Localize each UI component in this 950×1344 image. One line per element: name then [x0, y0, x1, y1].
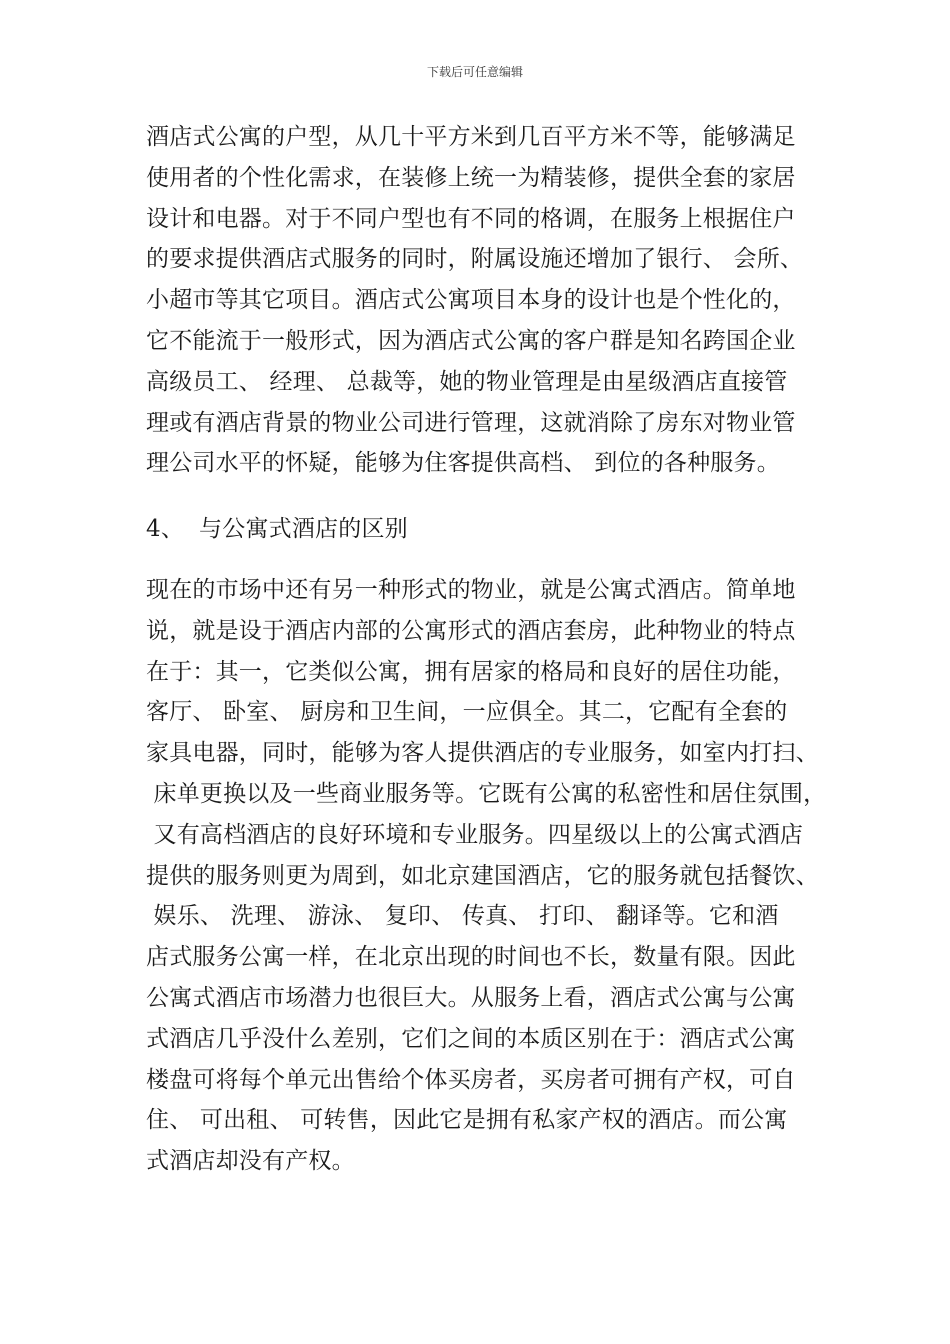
page-header: 下载后可任意编辑 — [426, 65, 523, 79]
text-line: 提供的服务则更为周到，如北京建国酒店，它的服务就包括餐饮、 — [146, 862, 819, 889]
text-line: 现在的市场中还有另一种形式的物业，就是公寓式酒店。简单地 — [146, 577, 796, 603]
text-line: 住、 可出租、 可转售，因此它是拥有私家产权的酒店。而公寓 — [146, 1107, 788, 1134]
text-line: 公寓式酒店市场潜力也很巨大。从服务上看，酒店式公寓与公寓 — [146, 984, 796, 1011]
text-line: 小超市等其它项目。酒店式公寓项目本身的设计也是个性化的， — [146, 287, 796, 314]
text-line: 理公司水平的怀疑，能够为住客提供高档、 到位的各种服务。 — [146, 450, 780, 477]
text-line: 娱乐、 洗理、 游泳、 复印、 传真、 打印、 翻译等。它和酒 — [146, 903, 779, 930]
text-line: 在于：其一，它类似公寓，拥有居家的格局和良好的居住功能， — [146, 658, 796, 685]
text-line: 高级员工、 经理、 总裁等，她的物业管理是由星级酒店直接管 — [146, 368, 788, 395]
text-line: 说，就是设于酒店内部的公寓形式的酒店套房，此种物业的特点 — [146, 617, 796, 644]
text-line: 家具电器，同时，能够为客人提供酒店的专业服务，如室内打扫、 — [146, 740, 819, 767]
text-line: 理或有酒店背景的物业公司进行管理，这就消除了房东对物业管 — [146, 409, 796, 436]
text-line: 酒店式公寓的户型，从几十平方米到几百平方米不等，能够满足 — [146, 124, 796, 150]
section-heading-text: 4、 与公寓式酒店的区别 — [146, 516, 408, 542]
paragraph-hotel-apartment-features — [146, 117, 826, 484]
section-heading — [146, 509, 826, 550]
text-line: 设计和电器。对于不同户型也有不同的格调，在服务上根据住户 — [146, 205, 796, 232]
text-line: 客厅、 卧室、 厨房和卫生间，一应俱全。其二，它配有全套的 — [146, 699, 788, 726]
text-line: 式酒店却没有产权。 — [146, 1148, 355, 1175]
paragraph-apartment-hotel-difference — [146, 570, 826, 1182]
text-line: 使用者的个性化需求，在装修上统一为精装修，提供全套的家居 — [146, 164, 796, 191]
text-line: 床单更换以及一些商业服务等。它既有公寓的私密性和居住氛围， — [146, 780, 827, 807]
text-line: 楼盘可将每个单元出售给个体买房者，买房者可拥有产权，可自 — [146, 1066, 796, 1093]
text-line: 它不能流于一般形式，因为酒店式公寓的客户群是知名跨国企业 — [146, 327, 796, 354]
text-line: 的要求提供酒店式服务的同时，附属设施还增加了银行、 会所、 — [146, 246, 804, 273]
text-line: 式酒店几乎没什么差别，它们之间的本质区别在于：酒店式公寓 — [146, 1025, 796, 1052]
text-line: 又有高档酒店的良好环境和专业服务。四星级以上的公寓式酒店 — [146, 821, 804, 848]
text-line: 店式服务公寓一样，在北京出现的时间也不长，数量有限。因此 — [146, 944, 796, 971]
